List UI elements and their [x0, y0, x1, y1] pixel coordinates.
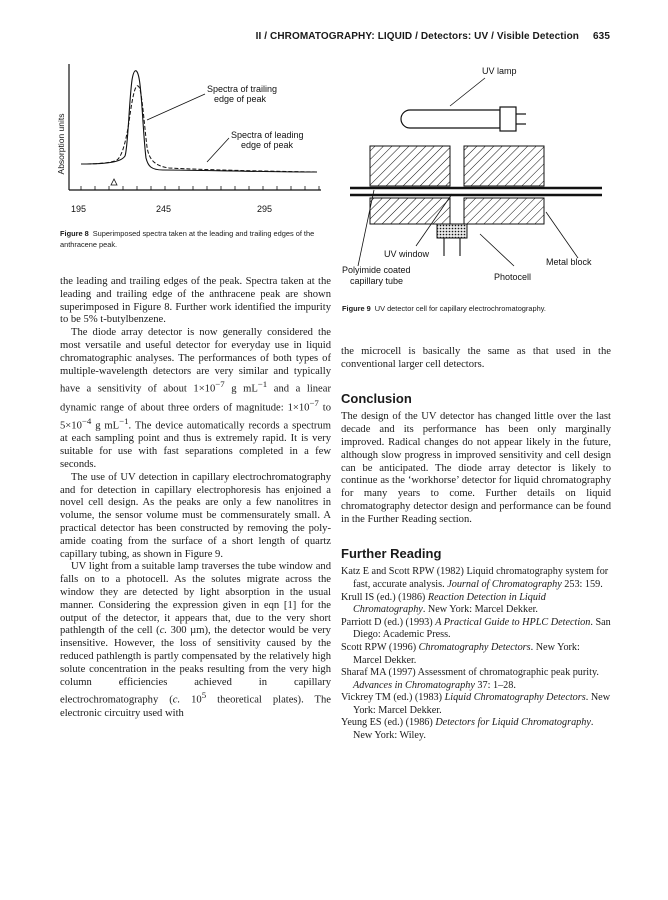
- fig9-metal-block-lower-left: [370, 198, 450, 224]
- conclusion-heading: Conclusion: [341, 390, 412, 406]
- reference-item: Sharaf MA (1997) Assessment of chromatographic peak purity. Advances in Chromatography 37: 1–28.: [341, 667, 599, 691]
- reference-item: Parriott D (ed.) (1993) A Practical Guide to HPLC Detection. San Diego: Academic Press.: [341, 616, 611, 641]
- figure-8-caption-text: Superimposed spectra taken at the leading and trailing edges of the anthracene peak.: [60, 229, 315, 249]
- fig8-triangle-marker: [111, 179, 117, 185]
- running-head: [256, 31, 610, 42]
- reference-item: Scott RPW (1996) Chromatography Detectors. New York: Marcel Dekker.: [341, 641, 580, 666]
- fig8-leading-pointer: [207, 138, 229, 162]
- fig9-label-metal-block: Metal block: [546, 257, 592, 267]
- fig9-polyimide-pointer: [358, 190, 374, 266]
- page-number: 635: [593, 31, 610, 42]
- fig9-label-polyimide-line2: capillary tube: [350, 276, 404, 286]
- figure-8: [56, 62, 327, 220]
- body-paragraph: The diode array detector is now generally considered the most versatile and useful detector for everyday use in liquid chromatographic analyses. The performances of both types of multiple-wavelength detectors are very similar and typically have a sensitivity of about $1\times 10^{-7}$ g $mL^{-1}$ and a linear dynamic range of about three orders of magnitude: $1\times 10^{-7}$ to $5\times 10^{-4}$ g $mL^{-1}$. The device automatically records a spectrum at each sampling point and thus is extremely rapid. It is very suitable for use with fast separations completed in a few seconds.: [60, 327, 332, 470]
- fig8-annotation-trailing-line1: Spectra of trailing: [207, 84, 278, 94]
- reference-list: [341, 566, 611, 742]
- fig8-trailing-pointer: [147, 94, 205, 120]
- reference-item: Katz E and Scott RPW (1982) Liquid chromatography system for fast, accurate analysis. Journal of Chromatography 253: 159.: [341, 566, 609, 590]
- fig8-annotation-leading-line1: Spectra of leading: [231, 130, 304, 140]
- fig9-uv-lamp-pointer: [450, 78, 485, 106]
- reference-item: Yeung ES (ed.) (1986) Detectors for Liquid Chromatography. New York: Wiley.: [341, 717, 594, 742]
- fig8-annotation-leading-line2: edge of peak: [241, 140, 294, 150]
- conclusion-paragraph: The design of the UV detector has changed little over the last decade and its performance has been only marginally improved. Radical changes do not appear likely in the future, although slow progress in improved sensitivity and cell design can be anticipated. The diode array detector is likely to continue as the ‘workhorse’ detector for liquid chromatography for many years to come. Further details on liquid chromatography detector design and performance can be found in the Further Reading section.: [341, 411, 611, 525]
- fig9-photocell-pointer: [480, 234, 514, 266]
- running-title: II / CHROMATOGRAPHY: LIQUID / Detectors: UV / Visible Detection: [255, 31, 579, 42]
- reference-item: Krull IS (ed.) (1986) Reaction Detection in Liquid Chromatography. New York: Marcel Dekker.: [341, 591, 546, 616]
- fig8-annotation-trailing-line2: edge of peak: [214, 94, 267, 104]
- fig9-metal-block-pointer: [546, 212, 578, 258]
- fig8-trailing-spectrum-curve: [81, 71, 317, 172]
- fig9-uv-lamp-tube: [401, 110, 500, 128]
- fig9-label-photocell: Photocell: [494, 272, 532, 282]
- left-column: [60, 276, 331, 720]
- body-paragraph: the leading and trailing edges of the peak. Spectra taken at the leading and trailing edge of the anthracene peak are shown superimposed in Figure 8. Further work identified the impurity to be 5% t-butylbenzene.: [60, 276, 331, 326]
- body-paragraph: The use of UV detection in capillary electrochromatography and for detection in capillary electrophoresis has enjoined a novel cell design. As the peaks are only a few nanolitres in volume, the sensor volume must be commensurately small. A practical detector has been constructed by removing the polyamide coating from the surface of a short length of quartz capillary tubing, as shown in Figure 9.: [60, 471, 331, 560]
- fig9-uv-lamp-base: [500, 107, 516, 131]
- body-paragraph: UV light from a suitable lamp traverses the tube window and falls on to a photocell. As the solutes migrate across the window they are detected by light absorption in the usual manner. Considering the expression given in eqn [1] for the output of the detector, it appears that, due to the very short pathlength of the cell (c. 300 µm), the detector would be very insensitive. However, the loss of sensitivity caused by the reduced pathlength is partly compensated by the relatively high solute concentration in the peaks resulting from the very high column efficiencies achieved in capillary electrochromatography (c. $10^5$ theoretical plates). The electronic circuitry used with: [60, 561, 331, 719]
- figure-9-caption-text: UV detector cell for capillary electrochromatography.: [374, 304, 546, 313]
- fig8-x-tick-label: 245: [156, 204, 172, 214]
- figure-8-caption-label: Figure 8: [60, 229, 89, 238]
- right-column: [341, 346, 611, 743]
- further-reading-heading: Further Reading: [341, 545, 442, 561]
- fig8-x-tick-label: 295: [257, 204, 273, 214]
- fig8-leading-spectrum-curve: [81, 86, 317, 172]
- fig9-metal-block-upper-left: [370, 146, 450, 186]
- figure-9: [340, 62, 610, 294]
- figure-9-caption: [342, 304, 622, 315]
- fig9-metal-block-lower-right: [464, 198, 544, 224]
- fig9-label-polyimide-line1: Polyimide coated: [342, 265, 411, 275]
- fig9-photocell: [437, 224, 467, 238]
- fig9-label-uv-lamp: UV lamp: [482, 66, 517, 76]
- figure-9-caption-label: Figure 9: [342, 304, 371, 313]
- fig8-x-minor-ticks: [81, 186, 319, 190]
- fig9-label-uv-window: UV window: [384, 249, 430, 259]
- figure-8-caption: [60, 229, 330, 250]
- reference-item: Vickrey TM (ed.) (1983) Liquid Chromatography Detectors. New York: Marcel Dekker.: [341, 692, 611, 716]
- body-paragraph: the microcell is basically the same as that used in the conventional larger cell detectors.: [341, 346, 611, 370]
- fig8-y-axis-label: Absorption units: [56, 113, 66, 175]
- fig9-metal-block-upper-right: [464, 146, 544, 186]
- fig8-x-tick-label: 195: [71, 204, 87, 214]
